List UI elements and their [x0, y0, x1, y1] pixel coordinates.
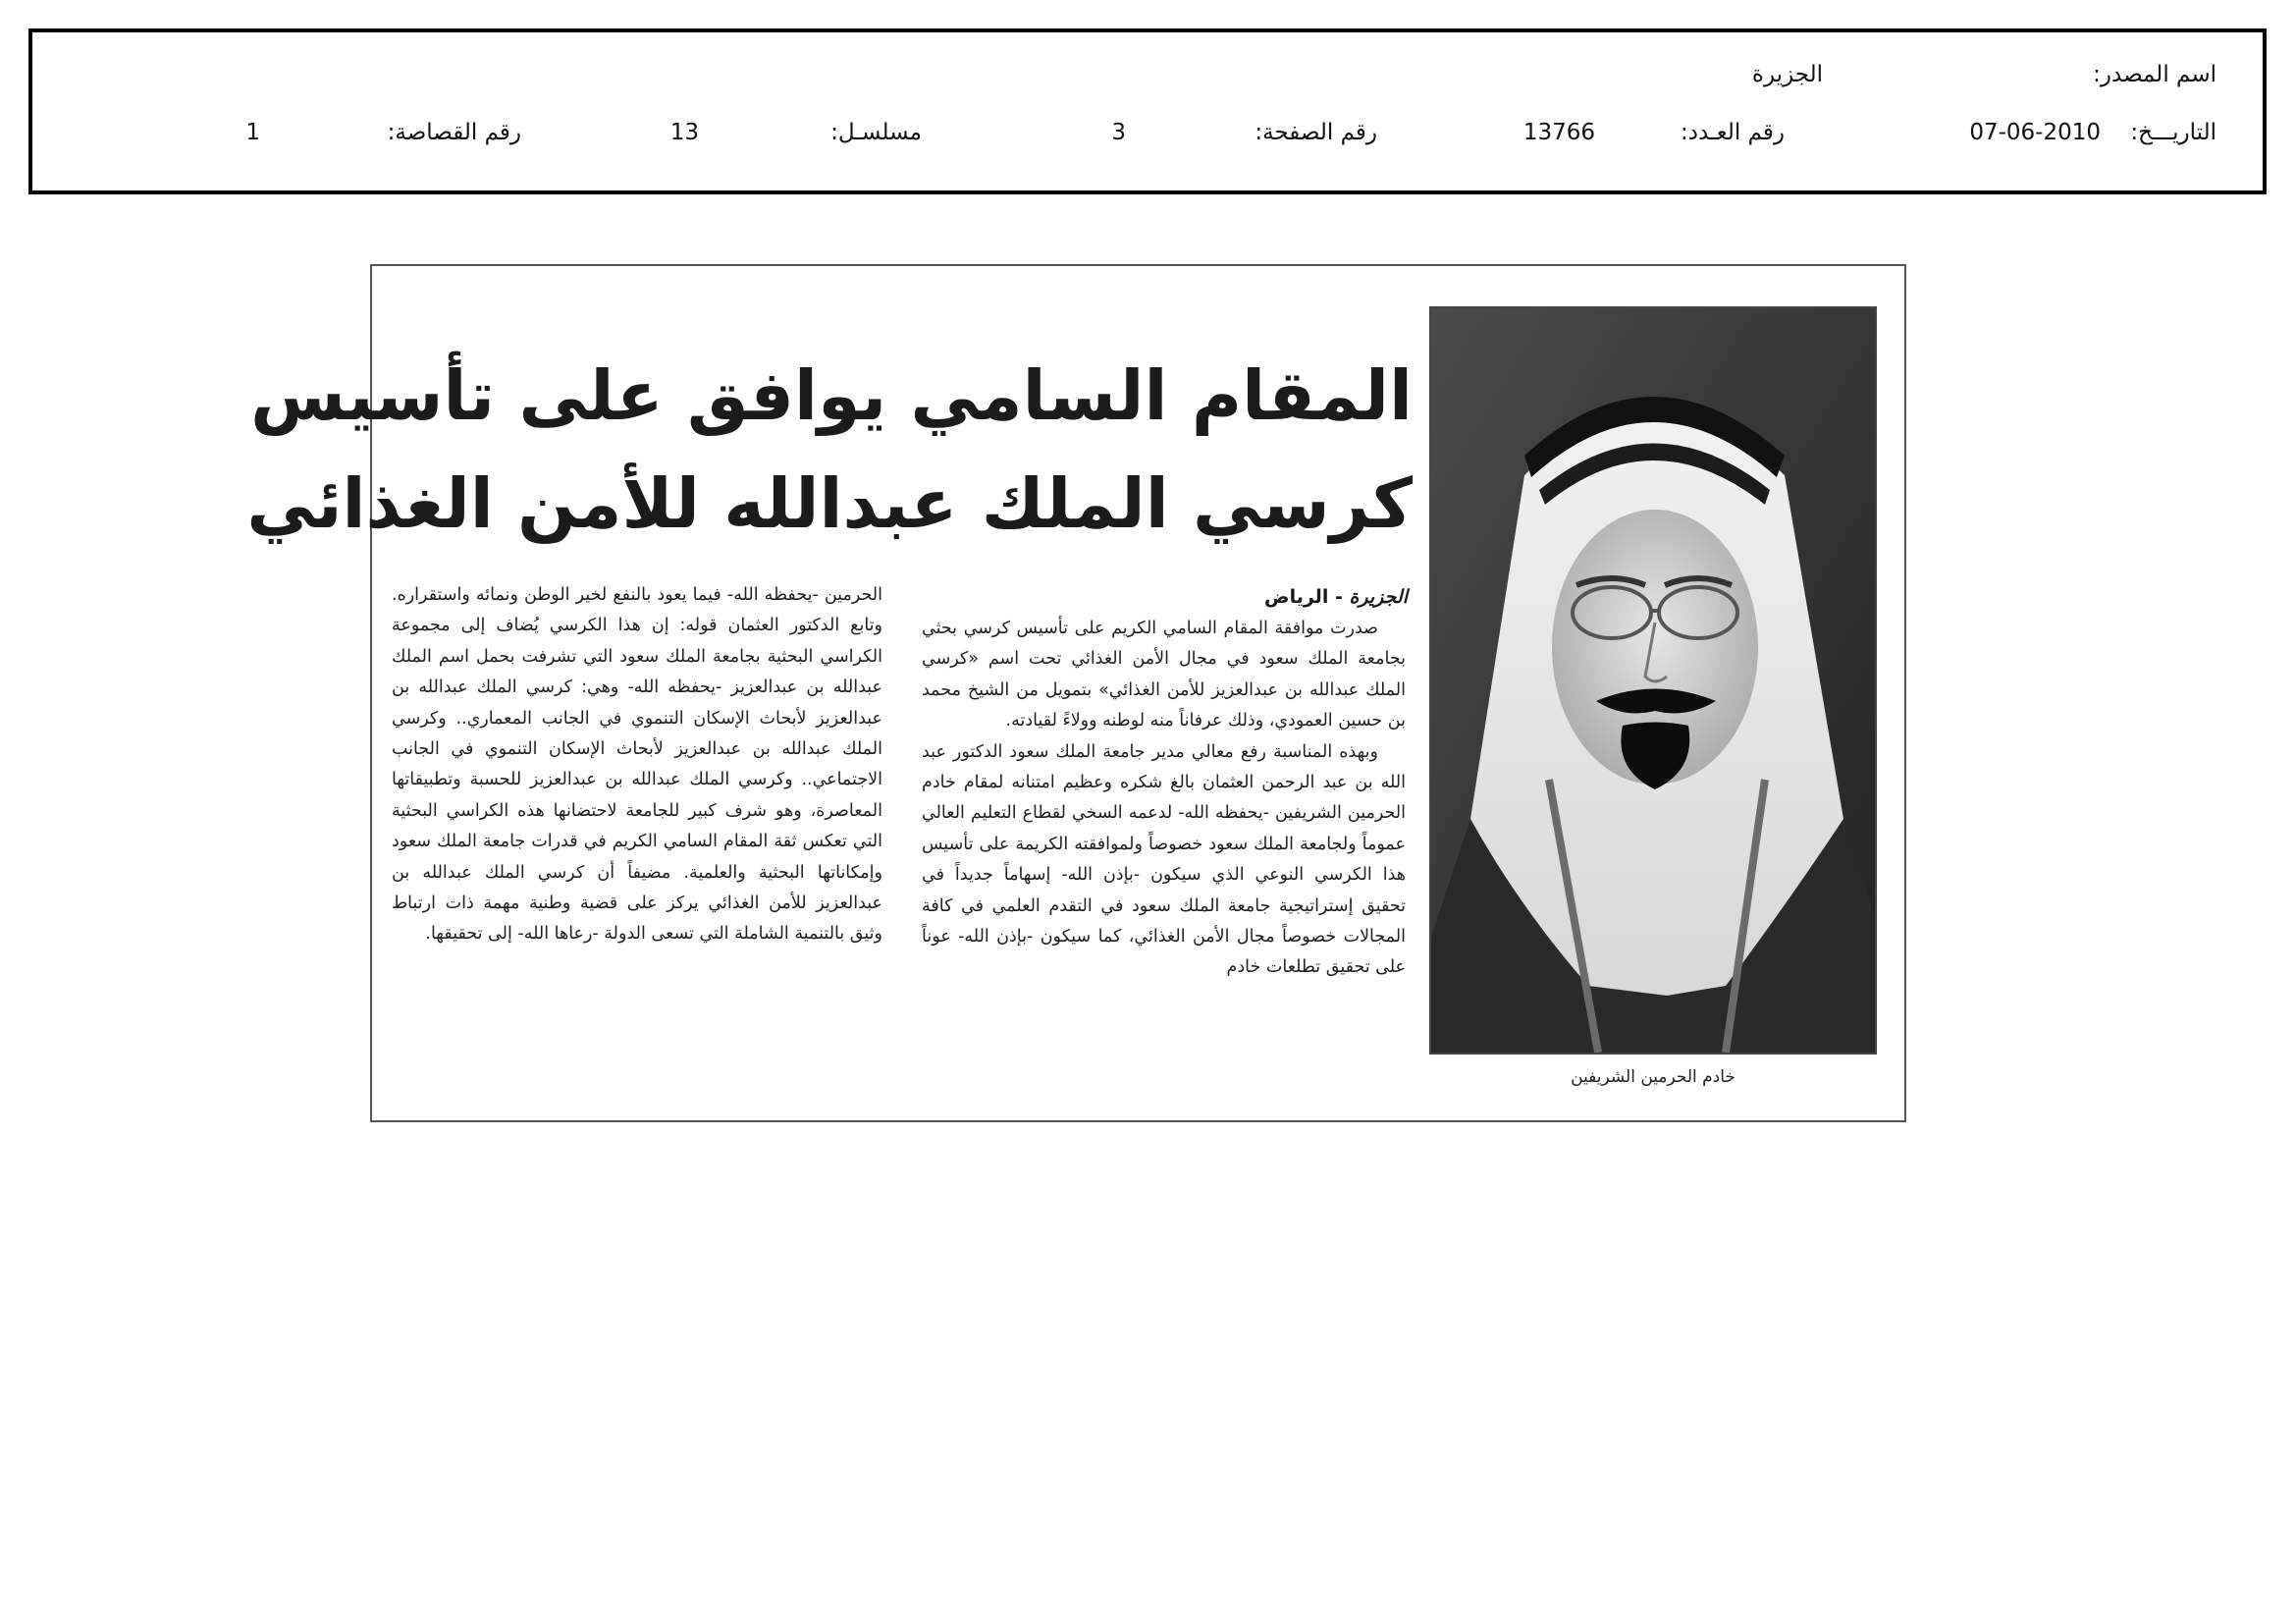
- page-label: رقم الصفحة:: [1255, 120, 1377, 145]
- article-column-right: [922, 614, 1406, 984]
- article-clipping: [246, 264, 1906, 1122]
- source-value: الجزيرة: [1751, 62, 1823, 87]
- source-label: اسم المصدر:: [2093, 62, 2216, 87]
- clip-label: رقم القصاصة:: [387, 120, 521, 145]
- article-column-left: [392, 580, 882, 950]
- paragraph: الحرمين -يحفظه الله- فيما يعود بالنفع لخير الوطن ونمائه واستقراره. وتابع الدكتور العثمان قوله: إن هذا الكرسي يُضاف إلى مجموعة الكراسي البحثية بجامعة الملك سعود التي تشرفت بحمل اسم الملك عبدالله بن عبدالعزيز -يحفظه الله- وهي: كرسي الملك عبدالله بن عبدالعزيز لأبحاث الإسكان التنموي في الجانب المعماري.. وكرسي الملك عبدالله بن عبدالعزيز لأبحاث الإسكان التنموي في الجانب الاجتماعي.. وكرسي الملك عبدالله بن عبدالعزيز للحسبة وتطبيقاتها المعاصرة، وهو شرف كبير للجامعة لاحتضانها هذه الكراسي البحثية التي تعكس ثقة المقام السامي الكريم في قدرات جامعة الملك سعود وإمكاناتها البحثية والعلمية. مضيفاً أن كرسي الملك عبدالله بن عبدالعزيز للأمن الغذائي يركز على قضية وطنية مهمة ذات ارتباط وثيق بالتنمية الشاملة التي تسعى الدولة -رعاها الله- إلى تحقيقها.: [392, 585, 882, 945]
- serial-label: مسلسـل:: [830, 120, 922, 145]
- paragraph: صدرت موافقة المقام السامي الكريم على تأسيس كرسي بحثي بجامعة الملك سعود في مجال الأمن الغذائي تحت اسم «كرسي الملك عبدالله بن عبدالعزيز للأمن الغذائي» بتمويل من الشيخ محمد بن حسين العمودي، وذلك عرفاناً منه لوطنه وولاءً لقيادته.: [922, 619, 1406, 731]
- portrait-illustration: [1431, 308, 1875, 1053]
- portrait-photo: [1429, 306, 1877, 1055]
- issue-value: 13766: [1522, 120, 1595, 145]
- headline-line-2: كرسي الملك عبدالله للأمن الغذائي: [246, 462, 1413, 544]
- date-label: التاريـــخ:: [2130, 120, 2216, 145]
- date-value: 07-06-2010: [1969, 120, 2101, 145]
- page-value: 3: [1111, 120, 1126, 145]
- headline-line-1: المقام السامي يوافق على تأسيس: [250, 354, 1413, 436]
- photo-caption: خادم الحرمين الشريفين: [1571, 1067, 1735, 1087]
- dateline-city: الرياض: [1264, 586, 1329, 608]
- serial-value: 13: [669, 120, 699, 145]
- clip-value: 1: [245, 120, 260, 145]
- dateline-separator: -: [1328, 586, 1350, 608]
- issue-label: رقم العـدد:: [1680, 120, 1785, 145]
- dateline: [946, 586, 1408, 608]
- paragraph: وبهذه المناسبة رفع معالي مدير جامعة الملك سعود الدكتور عبد الله بن عبد الرحمن العثمان بالغ شكره وعظيم امتنانه لمقام خادم الحرمين الشريفين -يحفظه الله- لدعمه السخي لقطاع التعليم العالي عموماً ولجامعة الملك سعود خصوصاً ولموافقته الكريمة على تأسيس هذا الكرسي النوعي الذي سيكون -بإذن الله- إسهاماً جديداً في تحقيق إستراتيجية جامعة الملك سعود في التقدم العلمي في كافة المجالات خصوصاً مجال الأمن الغذائي، كما سيكون -بإذن الله- عوناً على تحقيق تطلعات خادم: [922, 741, 1406, 978]
- clipping-metadata-box: [28, 28, 2267, 194]
- dateline-newspaper: الجزيرة: [1349, 586, 1408, 608]
